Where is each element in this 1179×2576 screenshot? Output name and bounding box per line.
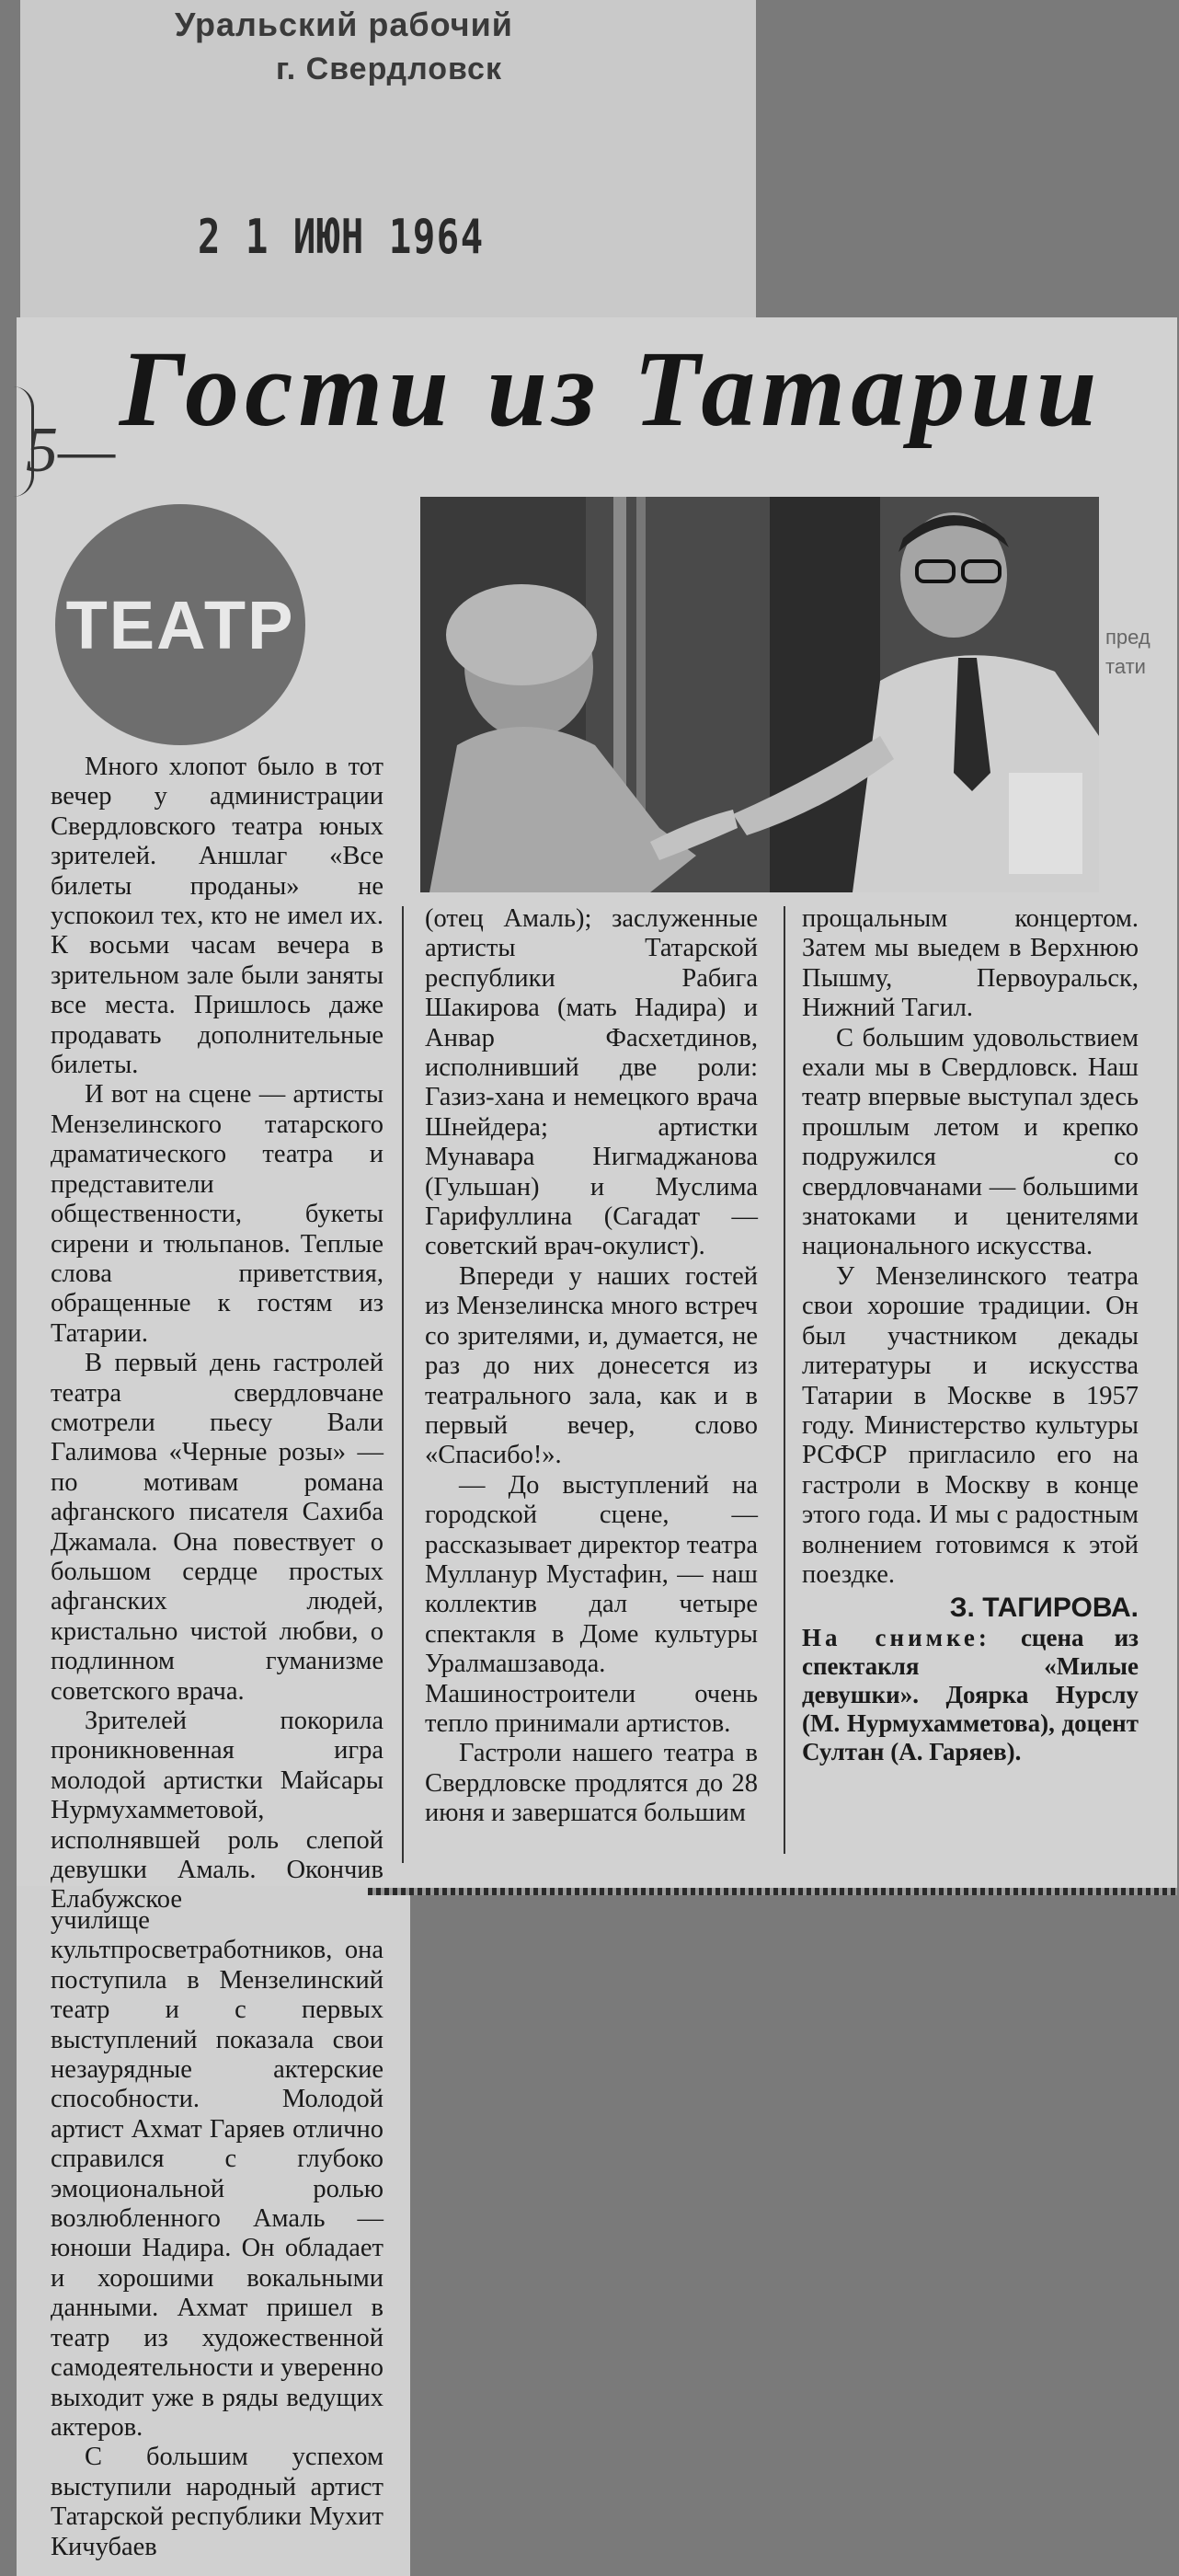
photo-illustration (420, 497, 1099, 892)
paragraph: Гастроли нашего театра в Свердловске продлятся до 28 июня и завершатся большим (425, 1739, 758, 1828)
date-stamp: 2 1 ИЮН 1964 (198, 210, 485, 265)
paragraph: Зрителей покорила проникновенная игра молодой артистки Майсары Нурмухамметовой, исполнявшей роль слепой девушки Амаль. Окончив Елабужское (51, 1707, 383, 1915)
paragraph: прощальным концертом. Затем мы выедем в Верхнюю Пышму, Первоуральск, Нижний Тагил. (802, 904, 1139, 1023)
perforated-edge-rule (368, 1888, 1177, 1895)
article-headline: Гости из Татарии (120, 328, 1103, 449)
paragraph: И вот на сцене — артисты Мензелинского татарского драматического театра и представители общественности, букеты сирени и тюльпанов. Теплые слова приветствия, обращенные к гостям из Татарии. (51, 1080, 383, 1348)
article-column-1-bottom (51, 1906, 383, 2562)
paragraph: С большим успехом выступили народный артист Татарской республики Мухит Кичубаев (51, 2443, 383, 2561)
article-column-2 (425, 904, 758, 1829)
paragraph: Много хлопот было в тот вечер у администрации Свердловского театра юных зрителей. Аншлаг «Все билеты проданы» не успокоил тех, кто не имел их. К восьми часам вечера в зрительном зале были заняты все места. Пришлось даже продавать дополнительные билеты. (51, 753, 383, 1080)
article-column-3 (802, 904, 1139, 1766)
column-divider-2 (784, 906, 785, 1854)
paragraph: (отец Амаль); заслуженные артисты Татарской республики Рабига Шакирова (мать Надира) и Анвар Фасхетдинов, исполнивший две роли: Газиз-хана и немецкого врача Шнейдера; артистки Мунавара Нигмаджанова (Гульшан) и Муслима Гарифуллина (Сагадат — советский врач-окулист). (425, 904, 758, 1261)
handwritten-mark: 5— (26, 415, 116, 486)
margin-fragment-1: пред (1105, 626, 1150, 649)
author-signature: З. ТАГИРОВА. (949, 1593, 1139, 1624)
paragraph: — До выступлений на городской сцене, — рассказывает директор театра Муллануp Мустафин, — наш коллектив дал четыре спектакля в Доме культуры Уралмашзавода. Машиностроители очень тепло принимали артистов. (425, 1470, 758, 1738)
paragraph: С большим удовольствием ехали мы в Свердловск. Наш театр впервые выступал здесь прошлым летом и крепко подружился со свердловчанами — большими знатоками и ценителями национального искусства. (802, 1023, 1139, 1261)
paragraph: В первый день гастролей театра свердловчане смотрели пьесу Вали Галимова «Черные розы» — по мотивам романа афганского писателя Сахиба Джамала. Она повествует о большом сердце простых афганских людей, кристально чистой любви, о подлинном гуманизме советского врача. (51, 1349, 383, 1706)
paragraph: училище культпросветработников, она поступила в Мензелинский театр и с первых выступлений показала свои незаурядные актерские способности. Молодой артист Ахмат Гаряев отлично справился с глубоко эмоциональной ролью возлюбленного Амаль — юноши Надира. Он обладает и хорошими вокальными данными. Ахмат пришел в театр из художественной самодеятельности и уверенно выходит уже в ряды ведущих актеров. (51, 1906, 383, 2442)
column-divider-1 (402, 906, 404, 1863)
caption-text: сцена из спектакля «Милые девушки». Доярка Нурслу (М. Нурмухамметова), доцент Султан (А. Гаряев). (802, 1623, 1139, 1765)
paragraph: Впереди у наших гостей из Мензелинска много встреч со зрителями, и, думается, не раз до них донесется из театрального зала, как и в первый вечер, слово «Спасибо!». (425, 1261, 758, 1470)
clipping-source-slip (20, 0, 756, 322)
photo-caption (802, 1624, 1139, 1766)
newspaper-name: Уральский рабочий (175, 6, 513, 43)
paragraph: У Мензелинского театра свои хорошие традиции. Он был участником декады литературы и искусства Татарии в Москве в 1957 году. Министерство культуры РСФСР пригласило его на гастроли в Москву в конце этого года. И мы с радостным волнением готовимся к этой поездке. (802, 1261, 1139, 1589)
rubric-label: ТЕАТР (65, 586, 295, 663)
article-photo (420, 497, 1099, 892)
caption-lead: На снимке: (802, 1623, 990, 1651)
article-column-1-top (51, 753, 383, 1915)
rubric-badge (55, 504, 305, 745)
margin-fragment-2: тати (1105, 655, 1146, 678)
newspaper-city: г. Свердловск (276, 52, 502, 86)
